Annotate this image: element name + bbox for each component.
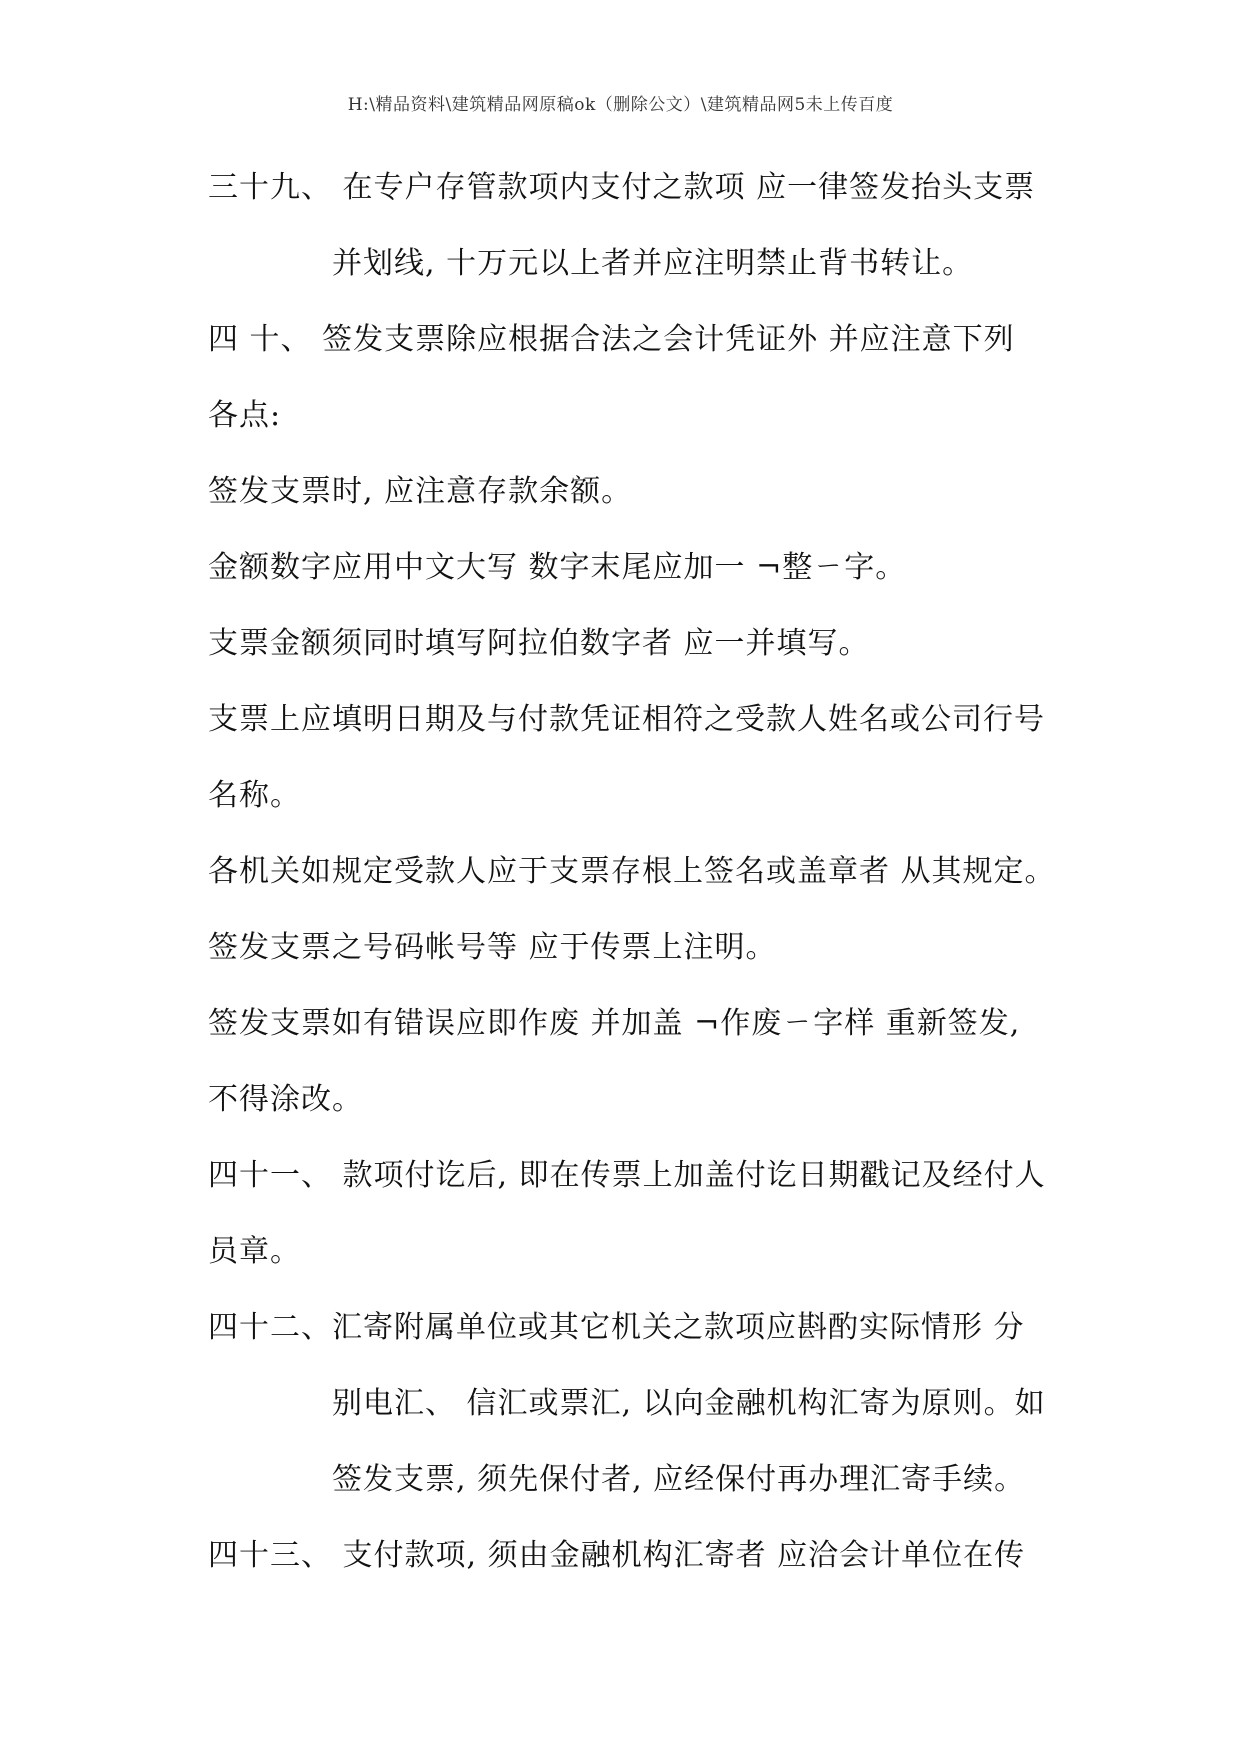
text-line-point-1: 签发支票时, 应注意存款余额。: [208, 474, 633, 509]
document-header-path: H:\精品资料\建筑精品网原稿ok（删除公文）\建筑精品网5未上传百度: [347, 95, 894, 115]
text-line-point-4: 支票上应填明日期及与付款凭证相符之受款人姓名或公司行号: [208, 702, 1045, 737]
text-line-article-42: 四十二、汇寄附属单位或其它机关之款项应斟酌实际情形 分: [208, 1310, 1025, 1345]
text-line-article-40: 四 十、 签发支票除应根据合法之会计凭证外 并应注意下列: [208, 322, 1015, 357]
text-line-point-7: 签发支票如有错误应即作废 并加盖 ¬作废ㄧ字样 重新签发,: [208, 1006, 1021, 1041]
text-line-article-39-cont: 并划线, 十万元以上者并应注明禁止背书转让。: [332, 246, 974, 281]
text-line-article-42-cont-2: 签发支票, 须先保付者, 应经保付再办理汇寄手续。: [332, 1462, 1026, 1497]
text-line-point-2: 金额数字应用中文大写 数字末尾应加一 ¬整ㄧ字。: [208, 550, 907, 585]
text-line-article-43: 四十三、 支付款项, 须由金融机构汇寄者 应洽会计单位在传: [208, 1538, 1026, 1573]
text-line-article-42-cont-1: 别电汇、 信汇或票汇, 以向金融机构汇寄为原则。如: [332, 1386, 1046, 1421]
text-line-point-7-cont: 不得涂改。: [208, 1082, 363, 1117]
text-line-article-41-cont: 员章。: [208, 1234, 301, 1269]
text-line-article-39: 三十九、 在专户存管款项内支付之款项 应一律签发抬头支票: [208, 170, 1036, 205]
text-line-article-40-cont: 各点:: [208, 398, 282, 433]
text-line-point-4-cont: 名称。: [208, 778, 301, 813]
text-line-article-41: 四十一、 款项付讫后, 即在传票上加盖付讫日期戳记及经付人: [208, 1158, 1046, 1193]
document-body: [208, 166, 1068, 1610]
text-line-point-5: 各机关如规定受款人应于支票存根上签名或盖章者 从其规定。: [208, 854, 1056, 889]
text-line-point-3: 支票金额须同时填写阿拉伯数字者 应一并填写。: [208, 626, 870, 661]
text-line-point-6: 签发支票之号码帐号等 应于传票上注明。: [208, 930, 777, 965]
